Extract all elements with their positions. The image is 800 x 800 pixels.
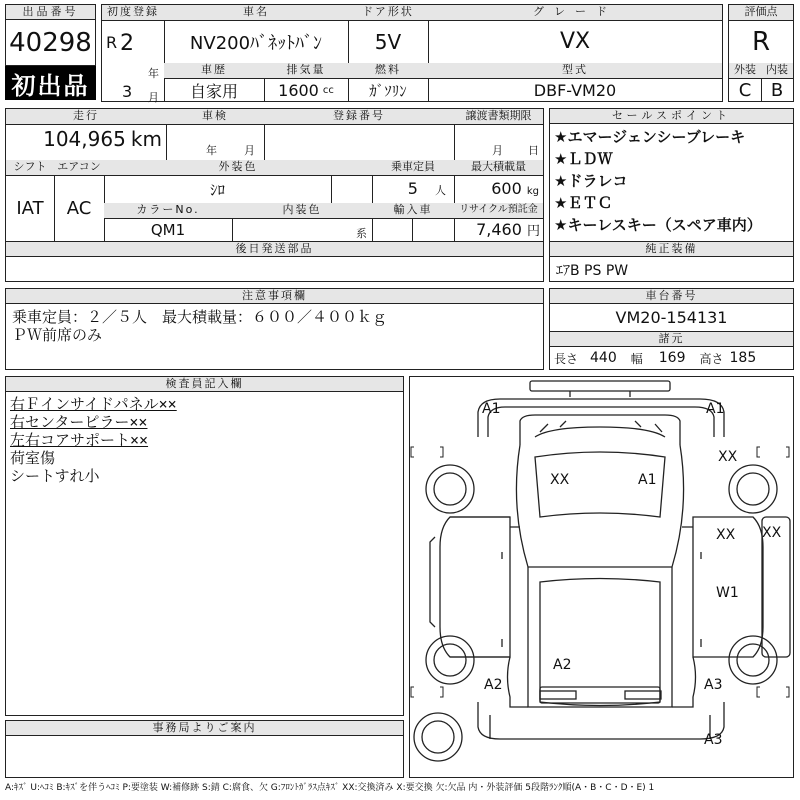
caution-line: ＰＷ前席のみ xyxy=(12,326,103,344)
displacement-label: 排気量 xyxy=(264,63,348,78)
lot-label: 出品番号 xyxy=(6,5,95,20)
capacity-unit: 人 xyxy=(435,184,446,197)
legend: A:ｷｽﾞ U:ﾍｺﾐ B:ｷｽﾞを伴うﾍｺﾐ P:要塗装 W:補修跡 S:錆 C:腐食、欠 G:ﾌﾛﾝﾄｶﾞﾗｽ点ｷｽﾞ XX:交換済み X:要交換 欠:欠品 内・外装評価 5段階ﾗﾝｸ順(A・B・C・D・E) 1 xyxy=(5,783,655,793)
name-label: 車名 xyxy=(164,5,348,20)
month: 3 xyxy=(122,82,133,101)
sales-point-item: ★エマージェンシーブレーキ xyxy=(554,128,746,146)
inspector-lines xyxy=(6,392,403,488)
shift-label: シフト xyxy=(6,160,54,175)
damage-mark: XX xyxy=(762,525,782,541)
displacement-value: 1600 xyxy=(278,80,319,100)
later-parts-label: 後日発送部品 xyxy=(6,242,543,257)
interior-label: 内装 xyxy=(761,63,793,78)
damage-mark: A3 xyxy=(704,677,723,693)
damage-mark: XX xyxy=(718,449,738,465)
width-value: 169 xyxy=(658,350,686,366)
lot-number: 40298 xyxy=(9,28,92,58)
maxload xyxy=(454,179,543,201)
sales-point-item: ★ＬＤＷ xyxy=(554,150,613,168)
sales-point-item: ★ドラレコ xyxy=(554,172,628,190)
era: R xyxy=(106,33,118,52)
score-value: R xyxy=(751,26,771,57)
fuel-label: 燃料 xyxy=(348,63,428,78)
inspector-line: 荷室傷 xyxy=(10,449,56,467)
caution-label: 注意事項欄 xyxy=(6,289,543,304)
first-time-badge xyxy=(5,66,96,100)
capacity-label: 乗車定員 xyxy=(372,160,454,175)
transfer-day-unit: 日 xyxy=(528,144,539,157)
door-label: ドア形状 xyxy=(348,5,428,20)
sales-points-box xyxy=(549,108,794,242)
fuel-value: ｶﾞｿﾘﾝ xyxy=(369,81,407,100)
ext-color-label: 外装色 xyxy=(104,160,372,175)
caution-box xyxy=(5,288,544,370)
inspector-box xyxy=(5,376,404,716)
car-outline xyxy=(410,377,793,777)
mileage xyxy=(6,127,166,157)
vehicle-header xyxy=(101,4,723,102)
inspection-month-unit: 月 xyxy=(244,144,255,157)
model-label: 型式 xyxy=(428,63,722,78)
capacity-value: 5 xyxy=(407,179,418,198)
model-value: DBF-VM20 xyxy=(533,80,617,100)
inspection-year-unit: 年 xyxy=(206,144,217,157)
ext-color-value: ｼﾛ xyxy=(209,180,225,199)
displacement-unit: cc xyxy=(322,84,334,96)
shift-value: IAT xyxy=(16,197,44,219)
caution-line: 乗車定員：２／５人 最大積載量：６００／４００ｋｇ xyxy=(12,308,388,326)
inspector-line: 右Ｆインサイドパネル×× xyxy=(10,395,177,413)
inspector-line: 左右コアサポート×× xyxy=(10,431,149,449)
width-label: 幅 xyxy=(630,351,643,366)
recycle xyxy=(454,220,543,240)
maxload-value: 600 xyxy=(491,179,522,198)
car-name: NV200ﾊﾞﾈｯﾄﾊﾞﾝ xyxy=(189,32,323,54)
transfer-label: 譲渡書類期限 xyxy=(454,109,543,124)
damage-mark: A3 xyxy=(704,732,723,748)
office-box xyxy=(5,720,404,778)
era-year: 2 xyxy=(120,31,134,56)
damage-mark: W1 xyxy=(716,585,739,601)
ac-label: エアコン xyxy=(54,160,104,175)
transfer-month-unit: 月 xyxy=(492,144,503,157)
details-box xyxy=(5,108,544,242)
year-unit: 年 xyxy=(148,67,159,80)
sales-points-list xyxy=(550,124,793,236)
mileage-unit: km xyxy=(130,127,162,151)
vehicle-diagram xyxy=(409,376,794,778)
history-value: 自家用 xyxy=(189,81,238,101)
recycle-unit: 円 xyxy=(526,224,540,239)
length-value: 440 xyxy=(590,350,617,366)
door-value: 5V xyxy=(374,29,402,54)
interior-value: B xyxy=(770,79,784,101)
plate-label: 登録番号 xyxy=(264,109,454,124)
score-box xyxy=(728,4,794,102)
height-label: 高さ xyxy=(699,351,724,366)
first-time-badge-text: 初出品 xyxy=(11,71,90,100)
recycle-value: 7,460 xyxy=(476,220,522,239)
exterior-label: 外装 xyxy=(729,63,761,78)
color-no-value: QM1 xyxy=(150,220,186,239)
sales-points-label: セールスポイント xyxy=(550,109,793,124)
equipment-box xyxy=(549,242,794,282)
mileage-label: 走行 xyxy=(6,109,166,124)
spec-row xyxy=(550,347,793,369)
displacement xyxy=(264,78,348,102)
inspector-line: 右センターピラー×× xyxy=(10,413,148,431)
mileage-value: 104,965 xyxy=(43,127,126,151)
month-unit: 月 xyxy=(148,91,159,104)
sales-point-item: ★キーレスキー（スペア車内） xyxy=(554,216,762,234)
int-color-label: 内装色 xyxy=(232,203,372,218)
damage-mark: A2 xyxy=(553,657,572,673)
office-label: 事務局よりご案内 xyxy=(6,721,403,736)
grade-value: VX xyxy=(559,29,591,54)
caution-lines xyxy=(6,304,543,348)
length-label: 長さ xyxy=(554,351,579,366)
lot-box xyxy=(5,4,96,66)
import-label: 輸入車 xyxy=(372,203,454,218)
damage-mark: A2 xyxy=(484,677,503,693)
damage-mark: XX xyxy=(716,527,736,543)
grade-label: グレード xyxy=(428,5,722,20)
later-parts-box xyxy=(5,242,544,282)
damage-mark: A1 xyxy=(482,401,501,417)
exterior-value: C xyxy=(738,79,752,101)
score-label: 評価点 xyxy=(729,5,793,20)
inspection-label: 車検 xyxy=(166,109,264,124)
damage-mark: A1 xyxy=(638,472,657,488)
damage-mark: XX xyxy=(550,472,570,488)
chassis-value: VM20-154131 xyxy=(550,304,793,332)
maxload-label: 最大積載量 xyxy=(454,160,543,175)
sales-point-item: ★ＥＴＣ xyxy=(554,194,613,212)
inspector-line: シートすれ小 xyxy=(10,467,100,485)
maxload-unit: kg xyxy=(526,186,539,197)
damage-mark: A1 xyxy=(706,401,725,417)
ac-value: AC xyxy=(66,197,92,219)
color-no-label: カラーNo. xyxy=(104,203,232,218)
height-value: 185 xyxy=(729,350,757,366)
equipment-label: 純正装備 xyxy=(550,242,793,257)
inspector-label: 検査員記入欄 xyxy=(6,377,403,392)
spec-label: 諸元 xyxy=(550,332,793,347)
recycle-label: リサイクル預託金 xyxy=(454,203,543,218)
capacity xyxy=(372,179,454,201)
reg-label: 初度登録 xyxy=(102,5,164,20)
history-label: 車歴 xyxy=(164,63,264,78)
equipment-value: ｴｱB PS PW xyxy=(556,263,629,279)
int-color-unit: 系 xyxy=(356,227,367,240)
chassis-label: 車台番号 xyxy=(550,289,793,304)
chassis-box xyxy=(549,288,794,370)
